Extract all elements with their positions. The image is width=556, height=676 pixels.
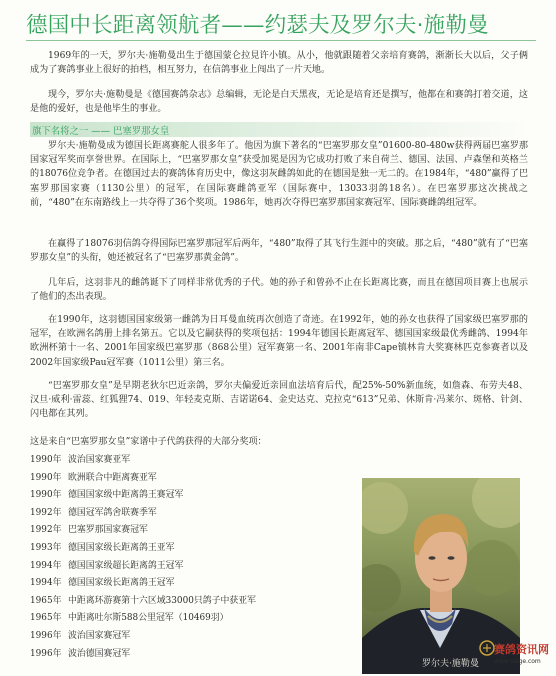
title-divider <box>26 40 536 41</box>
award-item <box>30 575 350 593</box>
awards-intro: 这是来自“巴塞罗那女皇”家谱中子代鸽获得的大部分奖项： <box>30 437 267 447</box>
body-paragraph-3: 几年后，这羽非凡的雌鸽诞下了同样非常优秀的子代。她的孙子和曾孙不止在长距离比赛，而且在德国项目赛上也展示了他们的杰出表现。 <box>30 278 528 303</box>
section-heading: 旗下名将之一 —— 巴塞罗那女皇 <box>32 126 170 137</box>
award-year: 1990年 <box>30 455 62 465</box>
award-item <box>30 628 350 646</box>
body-paragraph-5: “巴塞罗那女皇”是早期老狄尔巴近亲鸽，罗尔夫偏爱近亲回血法培育后代，配25%-50%新血统，如詹森、布劳夫48、汉旦·威利·雷蕊、红狐狸74、019、年轻麦克斯、吉诺诺64、金史达克、克拉克“613”兄弟、休斯肯·冯莱尔、斑格、针剑、闪电都在其列。 <box>30 381 528 420</box>
watermark-url: www.saige.com <box>494 658 541 665</box>
award-item <box>30 540 350 558</box>
award-text: 中距离环游赛第十六区域33000只鸽子中获亚军 <box>68 595 256 606</box>
award-text: 波治国家赛亚军 <box>68 455 131 465</box>
award-year: 1990年 <box>30 490 62 501</box>
award-item <box>30 558 350 576</box>
award-text: 波治国家赛冠军 <box>68 630 131 641</box>
intro-paragraph-1: 1969年的一天，罗尔夫·施勒曼出生于德国蒙仑拉見许小镇。从小，他就跟随着父亲培育赛鸽，渐渐长大以后，父子俩成为了赛鸽事业上很好的拍档，相互努力，在信鸽事业上闯出了一片天地。 <box>30 51 528 76</box>
page-title: 德国中长距离领航者——约瑟夫及罗尔夫·施勒曼 <box>26 13 489 38</box>
award-item <box>30 505 350 523</box>
award-text: 德国国家级长距离鸽王亚军 <box>68 542 175 553</box>
award-year: 1965年 <box>30 595 62 606</box>
award-text: 巴塞罗那国家赛冠军 <box>68 525 148 536</box>
award-year: 1990年 <box>30 472 62 483</box>
award-year: 1992年 <box>30 525 62 536</box>
award-text: 德国国家级中距离鸽王赛冠军 <box>68 490 184 501</box>
award-text: 波治德国赛冠军 <box>68 648 131 659</box>
award-year: 1993年 <box>30 542 62 553</box>
award-item <box>30 487 350 505</box>
award-text: 德国国家级长距离鸽王冠军 <box>68 578 175 589</box>
award-item <box>30 470 350 488</box>
body-paragraph-2: 在赢得了18076羽信鸽夺得国际巴塞罗那冠军后两年，“480”取得了其飞行生涯中的突破。那之后，“480”就有了“巴塞罗那女皇”的头衔，她还被冠名了“巴塞罗那黄金鸽”。 <box>30 239 528 264</box>
award-text: 德国冠军鸽舍联赛季军 <box>68 507 157 518</box>
award-year: 1994年 <box>30 578 62 589</box>
body-paragraph-1: 罗尔夫·施勒曼成为德国长距离赛舵人很多年了。他因为旗下著名的“巴塞罗那女皇”01600-80-480w获得两届巴塞罗那国家冠军奖而享誉世界。在国际上，“巴塞罗那女皇”获受加冕是因为它成功打败了来自荷兰、德国、法国、卢森堡和英格兰的18076位竞争者。在德国过去的赛鸽体育历史中，像这羽灰雌鸽如此的在德国是独一无二的。在1984年，“480”赢得了巴塞罗那国家赛（1130公里）的冠军，在国际赛雌鸽亚军（国际赛中，13033羽鸽18名）。在巴塞罗那这次挑战之前，“480”在东南路线上一共夺得了36个奖项。1986年，她再次夺得巴塞罗那国家赛冠军、国际赛雌鸽组冠军。 <box>30 141 528 208</box>
award-year: 1992年 <box>30 507 62 518</box>
award-text: 中距离吐尔斯588公里冠军（10469羽） <box>68 613 229 624</box>
award-item <box>30 452 350 470</box>
award-year: 1965年 <box>30 613 62 624</box>
award-text: 欧洲联合中距离赛亚军 <box>68 472 157 483</box>
award-year: 1996年 <box>30 648 62 659</box>
award-item <box>30 593 350 611</box>
award-year: 1996年 <box>30 630 62 641</box>
award-year: 1994年 <box>30 560 62 571</box>
body-paragraph-4: 在1990年，这羽德国国家级第一雌鸽为日耳曼血统再次创造了奇迹。在1992年，她的孙女也获得了国家级巴塞罗那的冠军，在欧洲名鸽册上排名第五。它以及它嗣获得的奖项包括：1994年德国长距离冠军、德国国家级最优秀雌鸽、1994年欧洲杯第十一名、2001年国家级巴塞罗那（868公里）冠军赛第一名、2001年南非Cape镇林肯大奖赛林匹克参赛者以及2002年国家级Pau冠军赛（1011公里）第三名。 <box>30 315 528 368</box>
award-item <box>30 610 350 628</box>
watermark-text: 赛鸽资讯网 <box>494 643 549 656</box>
awards-list <box>30 452 350 663</box>
photo-caption: 罗尔夫·施勒曼 <box>422 659 479 669</box>
award-item <box>30 522 350 540</box>
award-text: 德国国家级超长距离鸽王冠军 <box>68 560 184 571</box>
intro-paragraph-2: 现今，罗尔夫·施勒曼是《德国赛鸽杂志》总编辑，无论是白天黑夜，无论是培育还是撰写，他都在和赛鸽打着交道，这是他的爱好，也是他毕生的事业。 <box>30 90 528 115</box>
award-item <box>30 646 350 664</box>
